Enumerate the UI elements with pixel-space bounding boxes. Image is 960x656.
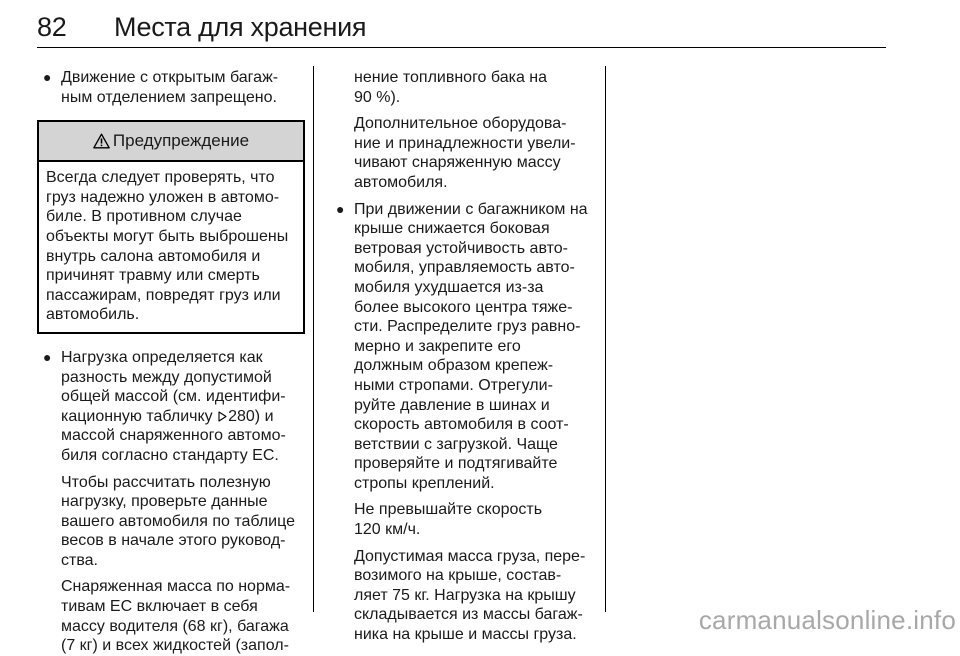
text-line: груз надежно уложен в автомо- xyxy=(46,188,280,206)
text-line: руйте давление в шинах и xyxy=(354,396,550,414)
text-line: ными стропами. Отрегули- xyxy=(354,376,553,394)
text-line: общей массой (см. идентифи- xyxy=(61,388,286,406)
text-line: биле. В противном случае xyxy=(46,208,242,226)
text-line: мерно и закрепите его xyxy=(354,337,521,355)
text-line: стропы креплений. xyxy=(354,474,495,492)
text-line: вашего автомобиля по таблице xyxy=(61,512,295,530)
text-line: 120 км/ч. xyxy=(354,521,421,539)
paragraph-curb-mass xyxy=(37,577,305,655)
text-line: 90 %). xyxy=(354,88,401,106)
text-line: Чтобы рассчитать полезную xyxy=(61,473,271,491)
warning-box xyxy=(37,120,305,334)
column-divider-right xyxy=(605,66,606,612)
text-line: чивают снаряженную массу xyxy=(354,154,561,172)
text-line: Дополнительное оборудова- xyxy=(354,115,567,133)
text-line: Допустимая масса груза, пере- xyxy=(354,547,586,565)
text-line: тивам ЕС включает в себя xyxy=(61,598,258,616)
text-line: биля согласно стандарту ЕС. xyxy=(61,446,279,464)
text-line: более высокого центра тяже- xyxy=(354,298,573,316)
paragraph-roof-mass xyxy=(330,547,598,645)
paragraph-equipment xyxy=(330,114,598,192)
text-line: крыше снижается боковая xyxy=(354,220,550,238)
text-line: нагрузку, проверьте данные xyxy=(61,493,268,511)
warning-triangle-icon xyxy=(93,133,110,149)
text-line-with-reference xyxy=(61,407,305,427)
text-line: мобиля, управляемость авто- xyxy=(354,259,575,277)
page-header xyxy=(37,12,887,52)
column-2 xyxy=(330,68,598,645)
text-line: объекты могут быть выброшены xyxy=(46,227,289,245)
text-line: ние и принадлежности увели- xyxy=(354,134,576,152)
column-divider-left xyxy=(313,66,314,612)
text-line: ветровая устойчивость авто- xyxy=(354,239,568,257)
text-line: При движении с багажником на xyxy=(354,200,588,218)
text-line: автомобиля. xyxy=(354,173,448,191)
paragraph-payload-calc xyxy=(37,473,305,571)
text-line: должным образом крепеж- xyxy=(354,357,554,375)
text-line: ника на крыше и массы груза. xyxy=(354,626,577,644)
text-line: ства. xyxy=(61,551,98,569)
text-line: ляет 75 кг. Нагрузка на крышу xyxy=(354,586,576,604)
bullet-item-load xyxy=(37,348,305,466)
text-line: Нагрузка определяется как xyxy=(61,348,263,366)
bullet-dot: ● xyxy=(336,200,345,217)
text-line: пассажирам, повредят груз или xyxy=(46,286,281,304)
warning-body xyxy=(39,162,303,332)
text-line: Движение с открытым багаж- xyxy=(61,69,279,86)
text-line: возимого на крыше, состав- xyxy=(354,567,562,585)
text-line: мобиля ухудшается из-за xyxy=(354,278,544,296)
warning-title: Предупреждение xyxy=(112,131,250,151)
text-line: Не превышайте скорость xyxy=(354,501,543,519)
bullet-item-trunk xyxy=(37,68,305,107)
warning-header xyxy=(39,122,303,162)
text-line: сти. Распределите груз равно- xyxy=(354,318,581,336)
section-title: Места для хранения xyxy=(114,12,367,42)
bullet-dot: ● xyxy=(43,69,52,85)
text-line: массой снаряженного автомо- xyxy=(61,427,286,445)
text-line: внутрь салона автомобиля и xyxy=(46,247,261,265)
text-line: автомобиль. xyxy=(46,306,140,324)
text-line: массу водителя (68 кг), багажа xyxy=(61,617,289,635)
text-line: Всегда следует проверять, что xyxy=(46,169,275,187)
text-line: складывается из массы багаж- xyxy=(354,606,583,624)
paragraph-speed-limit xyxy=(330,500,598,539)
page-number: 82 xyxy=(37,12,67,42)
text-line: разность между допустимой xyxy=(61,368,272,386)
text-line: ным отделением запрещено. xyxy=(61,88,277,106)
bullet-dot: ● xyxy=(43,348,52,365)
page-reference-arrow-icon[interactable] xyxy=(218,411,227,422)
watermark: carmanualsonline.info xyxy=(698,605,956,635)
text-line: (7 кг) и всех жидкостей (запол- xyxy=(61,637,289,655)
text-line: Снаряженная масса по норма- xyxy=(61,578,291,596)
paragraph-continued xyxy=(330,68,598,107)
page-reference-link[interactable]: 280) и xyxy=(228,407,274,425)
bullet-item-roof-rack xyxy=(330,200,598,494)
text-line: проверяйте и подтягивайте xyxy=(354,455,558,473)
column-1 xyxy=(37,68,305,656)
text-line: скорость автомобиля в соот- xyxy=(354,416,569,434)
header-rule xyxy=(37,47,886,48)
text-line: нение топливного бака на xyxy=(354,69,548,86)
text-line: ветствии с загрузкой. Чаще xyxy=(354,435,558,453)
text-line: причинят травму или смерть xyxy=(46,267,260,285)
text-line: весов в начале этого руковод- xyxy=(61,532,286,550)
text-fragment: кационную табличку xyxy=(61,407,213,425)
